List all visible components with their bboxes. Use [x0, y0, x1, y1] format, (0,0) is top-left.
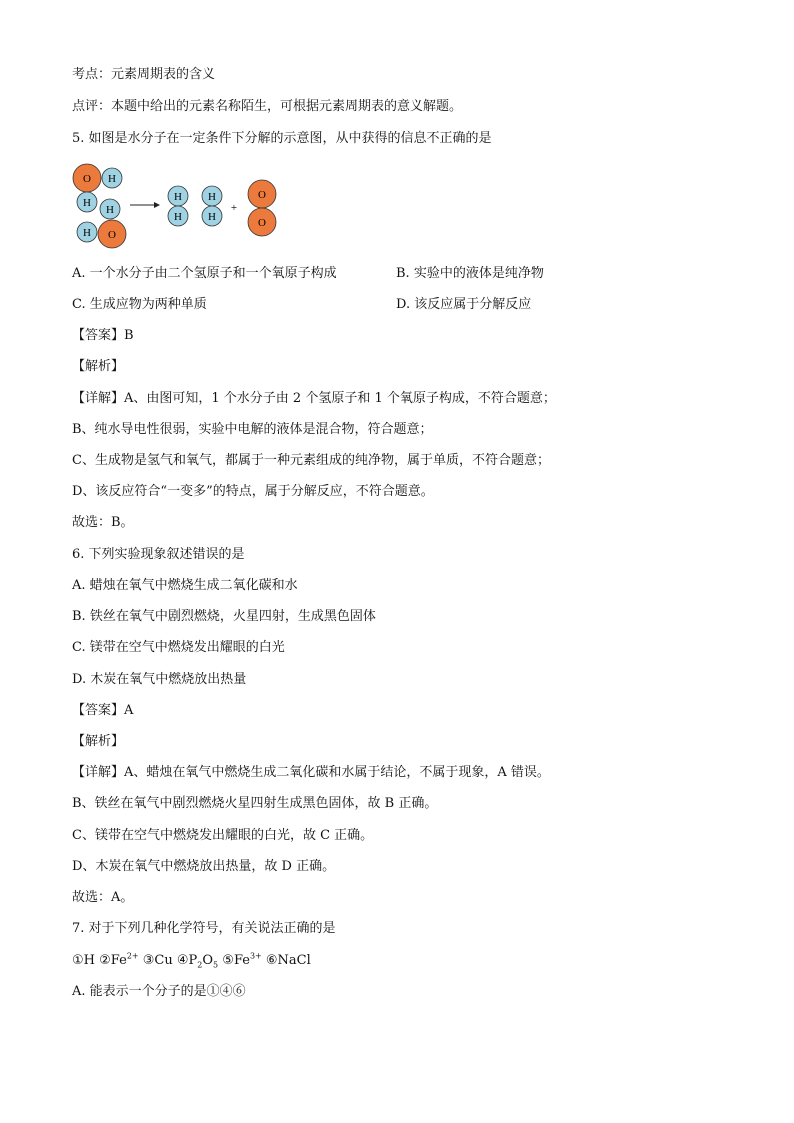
q7-symbol-list [72, 952, 311, 970]
reaction-arrow [130, 202, 160, 208]
symbol-number: ① [72, 953, 84, 968]
symbol-h: H [83, 953, 95, 968]
charge-superscript: 2+ [126, 951, 139, 961]
oxygen-atom-label: O [108, 229, 116, 241]
hydrogen-atom-label: H [174, 191, 182, 203]
q6-option-d: D. 木炭在氧气中燃烧放出热量 [72, 672, 247, 687]
oxygen-atom-label: O [83, 173, 91, 185]
kaodian-line: 考点：元素周期表的含义 [72, 67, 216, 82]
hydrogen-atom-label: H [83, 197, 91, 209]
q6-option-a: A. 蜡烛在氧气中燃烧生成二氧化碳和水 [72, 578, 298, 593]
q6-analysis-heading: 【解析】 [72, 734, 125, 749]
symbol-number: ③ [142, 953, 155, 968]
q6-detail-d: D、木炭在氧气中燃烧放出热量，故 D 正确。 [72, 859, 336, 874]
subscript: 5 [213, 960, 219, 970]
subscript: 2 [197, 960, 203, 970]
q5-option-b: B. 实验中的液体是纯净物 [396, 266, 544, 281]
symbol-p: P [188, 953, 198, 968]
q5-answer: 【答案】B [72, 328, 134, 343]
symbol-number: ⑤ [222, 953, 234, 968]
q6-detail-a: 【详解】A、蜡烛在氧气中燃烧生成二氧化碳和水属于结论，不属于现象，A 错误。 [72, 765, 550, 780]
symbol-fe3: Fe [233, 953, 250, 968]
q5-detail-b: B、纯水导电性很弱，实验中电解的液体是混合物，符合题意； [72, 422, 433, 437]
hydrogen-atom-label: H [108, 173, 116, 185]
q6-answer: 【答案】A [72, 703, 134, 718]
question-7: 7. 对于下列几种化学符号，有关说法正确的是 [72, 921, 336, 936]
q5-option-a: A. 一个水分子由二个氢原子和一个氧原子构成 [72, 266, 337, 281]
q5-detail-d: D、该反应符合“一变多”的特点，属于分解反应，不符合题意。 [72, 484, 434, 499]
charge-superscript: 3+ [249, 951, 262, 961]
hydrogen-atom-label: H [106, 204, 114, 216]
q6-option-b: B. 铁丝在氧气中剧烈燃烧，火星四射，生成黑色固体 [72, 609, 376, 624]
hydrogen-atom-label: H [208, 191, 216, 203]
q5-selection: 故选：B。 [72, 515, 134, 530]
hydrogen-molecule-2 [202, 186, 222, 226]
symbol-cu: Cu [154, 953, 173, 968]
q6-detail-c: C、镁带在空气中燃烧发出耀眼的白光，故 C 正确。 [72, 828, 374, 843]
oxygen-atom-label: O [258, 217, 266, 229]
oxygen-molecule [248, 180, 276, 236]
hydrogen-atom-label: H [83, 227, 91, 239]
question-6: 6. 下列实验现象叙述错误的是 [72, 547, 245, 562]
symbol-number: ② [99, 953, 111, 968]
q5-option-c: C. 生成应物为两种单质 [72, 297, 207, 312]
plus-sign: + [230, 202, 238, 214]
question-5: 5. 如图是水分子在一定条件下分解的示意图，从中获得的信息不正确的是 [72, 131, 492, 146]
symbol-o: O [202, 953, 214, 968]
symbol-number: ⑥ [265, 953, 278, 968]
symbol-number: ④ [176, 953, 189, 968]
q5-option-d: D. 该反应属于分解反应 [396, 297, 532, 312]
q5-detail-a: 【详解】A、由图可知，1 个水分子由 2 个氢原子和 1 个氧原子构成，不符合题意； [72, 391, 556, 406]
symbol-nacl: NaCl [277, 953, 311, 968]
hydrogen-atom-label: H [208, 211, 216, 223]
water-decomposition-diagram [68, 160, 298, 252]
oxygen-atom-label: O [258, 189, 266, 201]
q6-detail-b: B、铁丝在氧气中剧烈燃烧火星四射生成黑色固体，故 B 正确。 [72, 796, 438, 811]
q6-option-c: C. 镁带在空气中燃烧发出耀眼的白光 [72, 640, 285, 655]
q5-analysis-heading: 【解析】 [72, 359, 125, 374]
q5-detail-c: C、生成物是氢气和氧气，都属于一种元素组成的纯净物，属于单质，不符合题意； [72, 453, 550, 468]
hydrogen-atom-label: H [174, 211, 182, 223]
q7-option-a: A. 能表示一个分子的是①④⑥ [72, 984, 246, 999]
dianping-line: 点评：本题中给出的元素名称陌生，可根据元素周期表的意义解题。 [72, 99, 463, 114]
q6-selection: 故选：A。 [72, 890, 134, 905]
symbol-fe2: Fe [110, 953, 127, 968]
hydrogen-molecule-1 [168, 186, 188, 226]
